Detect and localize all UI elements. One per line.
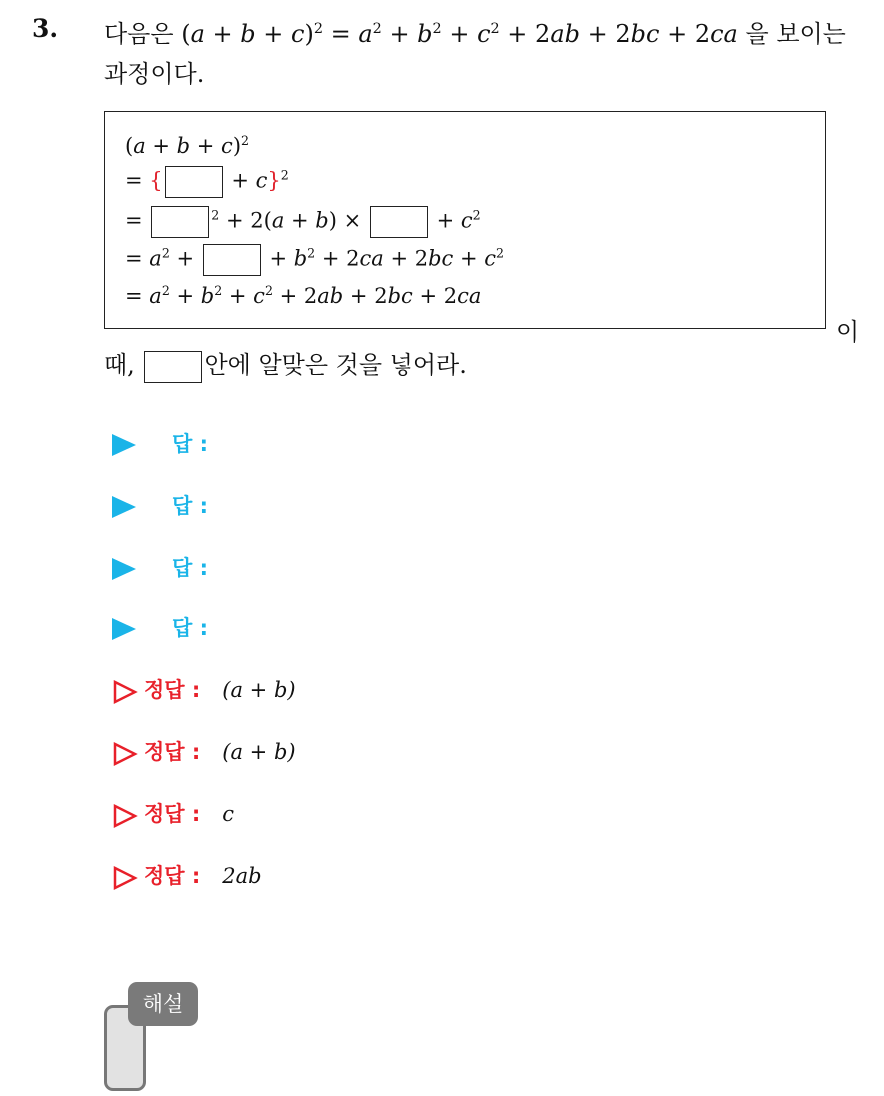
derivation-line-5: = $a^2 + b^2 + c^2 + 2ab + 2bc + 2ca$ [125, 283, 482, 308]
blank-box-2 [151, 206, 209, 238]
left-brace: { [149, 168, 163, 193]
correct-answer-row [112, 736, 296, 767]
correct-value: c [222, 802, 235, 826]
intro-prefix: 다음은 [104, 20, 174, 48]
outline-triangle-icon [112, 741, 138, 767]
right-brace: } [267, 168, 281, 193]
outline-triangle-icon [112, 865, 138, 891]
problem-statement-line2: 과정이다. [104, 60, 205, 88]
outline-triangle-icon [112, 679, 138, 705]
answer-row[interactable] [112, 428, 208, 458]
line3-suffix: 안에 알맞은 것을 넣어라. [204, 351, 467, 379]
answer-label: 답 : [172, 616, 208, 640]
derivation-line-4: = $a^2$ + + $b^2 + 2ca + 2bc + c^2$ [125, 244, 504, 276]
outline-triangle-icon [112, 803, 138, 829]
problem-number: 3. [32, 14, 59, 43]
correct-answer-row [112, 798, 234, 829]
correct-label: 정답 : [144, 864, 201, 888]
explanation-tab[interactable]: 해설 [128, 982, 198, 1026]
correct-label: 정답 : [144, 740, 201, 764]
answer-row[interactable] [112, 612, 208, 642]
correct-answer-row [112, 860, 262, 891]
correct-label: 정답 : [144, 802, 201, 826]
continuation-text: 이 [836, 318, 860, 346]
derivation-line-2: = { + c}$^2$ [125, 166, 289, 198]
derivation-line-1: $(a + b + c)^2$ [125, 133, 250, 158]
answer-label: 답 : [172, 432, 208, 456]
problem-statement-line1 [104, 14, 846, 49]
answer-row[interactable] [112, 552, 208, 582]
problem-statement-line3 [104, 345, 467, 383]
blank-box-4 [203, 244, 261, 276]
blank-box-1 [165, 166, 223, 198]
identity-formula: $(a + b + c)^2 = a^2 + b^2 + c^2 + 2ab + 2bc + 2ca$ [181, 20, 738, 48]
derivation-box [104, 111, 826, 329]
answer-label: 답 : [172, 494, 208, 518]
blank-box-3 [370, 206, 428, 238]
play-triangle-icon [112, 558, 136, 580]
intro-suffix: 을 보이는 [745, 20, 846, 48]
answer-label: 답 : [172, 556, 208, 580]
answer-row[interactable] [112, 490, 208, 520]
correct-value: 2ab [222, 864, 262, 888]
correct-value: (a + b) [222, 678, 296, 702]
blank-box-sample [144, 351, 202, 383]
correct-answer-row [112, 674, 296, 705]
correct-label: 정답 : [144, 678, 201, 702]
correct-value: (a + b) [222, 740, 296, 764]
play-triangle-icon [112, 434, 136, 456]
play-triangle-icon [112, 618, 136, 640]
play-triangle-icon [112, 496, 136, 518]
derivation-line-3: = $^2$ + 2(a + b) × + $c^2$ [125, 206, 481, 238]
line3-prefix: 때, [104, 351, 135, 379]
